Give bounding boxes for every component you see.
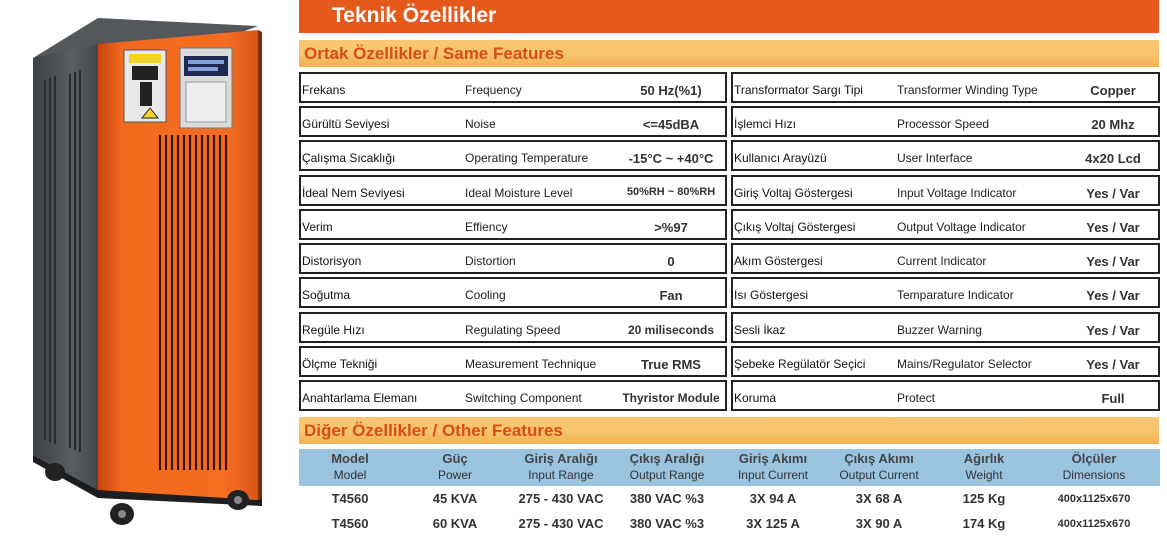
- spec-label-tr: Kullanıcı Arayüzü: [734, 151, 827, 165]
- voltage-regulator-cabinet-icon: [0, 0, 290, 546]
- spec-label-tr: Çıkış Voltaj Göstergesi: [734, 220, 856, 234]
- spec-label-tr: Frekans: [302, 83, 346, 97]
- column-header-en: Power: [437, 468, 472, 482]
- spec-label-en: Operating Temperature: [465, 151, 589, 165]
- spec-row: [731, 277, 1160, 308]
- table-cell: 380 VAC %3: [629, 491, 705, 506]
- column-header-en: Weight: [965, 468, 1003, 482]
- table-cell: 45 KVA: [432, 491, 478, 506]
- spec-label-tr: Gürültü Seviyesi: [302, 117, 390, 131]
- spec-label-tr: Akım Göstergesi: [734, 254, 823, 268]
- column-header-tr: Giriş Aralığı: [524, 451, 598, 466]
- spec-label-tr: Regüle Hızı: [302, 323, 365, 337]
- table-cell: 400x1125x670: [1057, 493, 1131, 505]
- spec-label-tr: Transformator Sargı Tipi: [734, 83, 863, 97]
- spec-value: True RMS: [641, 357, 701, 372]
- spec-label-en: Mains/Regulator Selector: [897, 357, 1032, 371]
- table-cell: 174 Kg: [962, 516, 1006, 531]
- column-header-en: Input Range: [528, 468, 594, 482]
- table-cell: 275 - 430 VAC: [518, 516, 604, 531]
- column-header-tr: Giriş Akımı: [738, 451, 808, 466]
- spec-label-tr: Koruma: [734, 391, 777, 405]
- spec-label-tr: İdeal Nem Seviyesi: [302, 186, 405, 200]
- spec-row: [299, 72, 727, 103]
- column-header-en: Output Range: [629, 468, 705, 482]
- table-cell: 3X 125 A: [746, 516, 800, 531]
- spec-label-en: Noise: [465, 117, 496, 131]
- spec-label-tr: Sesli İkaz: [734, 323, 786, 337]
- spec-value: 0: [667, 254, 675, 269]
- table-cell: 400x1125x670: [1057, 518, 1131, 530]
- page-title: Teknik Özellikler: [332, 4, 497, 27]
- spec-label-en: Regulating Speed: [465, 323, 561, 337]
- table-cell: 380 VAC %3: [629, 516, 705, 531]
- spec-label-tr: İşlemci Hızı: [734, 117, 797, 131]
- table-cell: 275 - 430 VAC: [518, 491, 604, 506]
- spec-value: Full: [1101, 391, 1125, 406]
- spec-value: Copper: [1090, 83, 1136, 98]
- spec-label-tr: Distorisyon: [302, 254, 362, 268]
- spec-row: [299, 277, 727, 308]
- spec-label-tr: Anahtarlama Elemanı: [302, 391, 418, 405]
- spec-label-tr: Isı Göstergesi: [734, 288, 809, 302]
- table-cell: 3X 90 A: [855, 516, 903, 531]
- spec-label-tr: Ölçme Tekniği: [302, 357, 378, 371]
- spec-row: [731, 72, 1160, 103]
- spec-label-en: Protect: [897, 391, 936, 405]
- spec-row: [299, 312, 727, 343]
- table-cell: 60 KVA: [432, 516, 478, 531]
- same-features-title: Ortak Özellikler / Same Features: [304, 44, 564, 63]
- spec-label-tr: Verim: [302, 220, 333, 234]
- spec-label-en: Cooling: [465, 288, 506, 302]
- spec-row: [299, 243, 727, 274]
- page-title-bar: [299, 0, 1159, 33]
- column-header-en: Model: [333, 468, 367, 482]
- spec-value: 50 Hz(%1): [640, 83, 702, 98]
- product-image: [0, 0, 290, 546]
- other-features-title: Diğer Özellikler / Other Features: [304, 421, 563, 440]
- spec-row: [299, 175, 727, 206]
- spec-row: [731, 209, 1160, 240]
- spec-label-en: Current Indicator: [897, 254, 987, 268]
- spec-value: 4x20 Lcd: [1085, 151, 1141, 166]
- spec-value: Yes / Var: [1086, 186, 1140, 201]
- column-header-tr: Güç: [442, 451, 468, 466]
- spec-value: Thyristor Module: [622, 391, 720, 405]
- spec-value: Fan: [659, 288, 683, 303]
- spec-label-tr: Giriş Voltaj Göstergesi: [734, 186, 853, 200]
- spec-label-tr: Soğutma: [302, 288, 351, 302]
- spec-row: [731, 346, 1160, 377]
- spec-label-en: Switching Component: [465, 391, 582, 405]
- spec-label-en: Input Voltage Indicator: [897, 186, 1017, 200]
- spec-label-tr: Şebeke Regülatör Seçici: [734, 357, 866, 371]
- spec-value: Yes / Var: [1086, 288, 1140, 303]
- spec-label-tr: Çalışma Sıcaklığı: [302, 151, 396, 165]
- spec-row: [731, 140, 1160, 171]
- column-header-tr: Çıkış Aralığı: [629, 451, 705, 466]
- spec-row: [731, 175, 1160, 206]
- spec-value: Yes / Var: [1086, 254, 1140, 269]
- spec-row: [731, 380, 1160, 411]
- spec-value: 20 miliseconds: [627, 323, 715, 337]
- spec-value: Yes / Var: [1086, 220, 1140, 235]
- same-features-header: [299, 40, 1159, 67]
- spec-label-en: User Interface: [897, 151, 973, 165]
- spec-label-en: Distortion: [465, 254, 516, 268]
- column-header-tr: Model: [331, 451, 369, 466]
- table-cell: 3X 94 A: [749, 491, 797, 506]
- spec-row: [299, 380, 727, 411]
- spec-row: [731, 243, 1160, 274]
- spec-label-en: Measurement Technique: [465, 357, 597, 371]
- table-cell: 3X 68 A: [855, 491, 903, 506]
- spec-row: [731, 312, 1160, 343]
- spec-label-en: Buzzer Warning: [897, 323, 982, 337]
- spec-value: <=45dBA: [642, 117, 700, 132]
- table-cell: T4560: [331, 516, 369, 531]
- spec-value: 20 Mhz: [1091, 117, 1135, 132]
- spec-label-en: Transformer Winding Type: [897, 83, 1038, 97]
- spec-value: Yes / Var: [1086, 357, 1140, 372]
- column-header-tr: Ölçüler: [1071, 451, 1117, 466]
- spec-value: -15°C ~ +40°C: [628, 151, 714, 166]
- spec-label-en: Ideal Moisture Level: [465, 186, 573, 200]
- spec-value: Yes / Var: [1086, 323, 1140, 338]
- spec-label-en: Frequency: [465, 83, 522, 97]
- spec-row: [299, 209, 727, 240]
- table-cell: 125 Kg: [962, 491, 1006, 506]
- spec-row: [299, 346, 727, 377]
- spec-label-en: Processor Speed: [897, 117, 990, 131]
- table-cell: T4560: [331, 491, 369, 506]
- spec-row: [299, 140, 727, 171]
- spec-row: [299, 106, 727, 137]
- column-header-tr: Çıkış Akımı: [844, 451, 914, 466]
- spec-row: [731, 106, 1160, 137]
- spec-value: 50%RH ~ 80%RH: [626, 186, 716, 198]
- spec-label-en: Output Voltage Indicator: [897, 220, 1026, 234]
- column-header-en: Dimensions: [1062, 468, 1126, 482]
- spec-label-en: Effiency: [465, 220, 508, 234]
- spec-label-en: Temparature Indicator: [897, 288, 1014, 302]
- column-header-en: Output Current: [839, 468, 919, 482]
- other-features-header: [299, 417, 1159, 444]
- spec-value: >%97: [654, 220, 688, 235]
- column-header-en: Input Current: [737, 468, 809, 482]
- column-header-tr: Ağırlık: [963, 451, 1005, 466]
